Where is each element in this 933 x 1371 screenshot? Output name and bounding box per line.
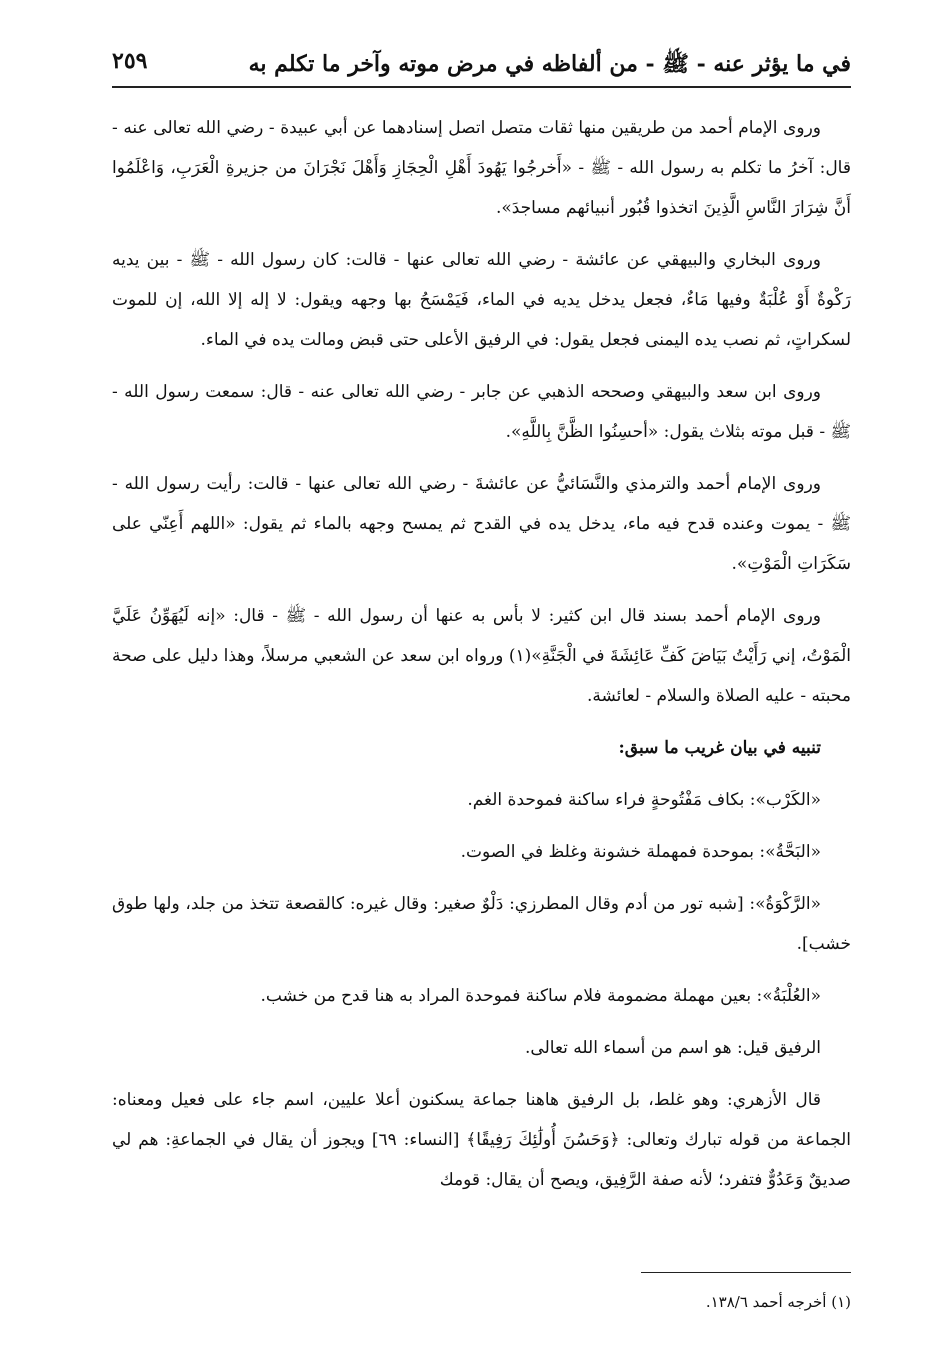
paragraph: وروى الإمام أحمد والترمذي والنَّسَائيُّ عن عائشةَ - رضي الله تعالى عنها - قالت: رأيت رسول الله - ﷺ - يموت وعنده قدح فيه ماء، يدخل يده في القدح ثم يمسح وجهه بالماء ثم يقول: «اللهم أَعِنّي على سَكَرَاتِ الْمَوْتِ». [112, 474, 851, 574]
paragraph: وروى البخاري والبيهقي عن عائشة - رضي الله تعالى عنها - قالت: كان رسول الله - ﷺ - بين يديه رَكْوةٌ أَوْ عُلْبَةٌ وفيها مَاءٌ، فجعل يدخل يديه في الماء، فَيَمْسَحُ بها وجهه ويقول: لا إله إلا الله، إن للموت لسكراتٍ، ثم نصب يده اليمنى فجعل يقول: في الرفيق الأعلى حتى قبض ومالت يده في الماء. [112, 250, 851, 350]
note-entry: قال الأزهري: وهو غلط، بل الرفيق هاهنا جماعة يسكنون أعلا عليين، اسم جاء على فعيل ومعناه: الجماعة من قوله تبارك وتعالى: ﴿وَحَسُنَ أُولَٰئِكَ رَفِيقًا﴾ [النساء: ٦٩] ويجوز أن يقال في الجماعةِ: هم لي صديقٌ وَعَدُوٌّ فتفرد؛ لأنه صفة الرَّفِيق، ويصح أن يقال: قومك [112, 1090, 852, 1190]
footnote: (١) أخرجه أحمد ١٣٨/٦. [705, 1293, 851, 1311]
page-header [112, 46, 851, 88]
paragraph: وروى الإمام أحمد من طريقين منها ثقات متصل اتصل إسنادهما عن أبي عبيدة - رضي الله تعالى عنه - قال: آخرُ ما تكلم به رسول الله - ﷺ - «أَخرجُوا يَهُودَ أَهْلِ الْحِجَازِ وَأَهْلَ نَجْرَانَ من جزيرةِ الْعَرَبِ، وَاعْلَمُوا أَنَّ شِرَارَ النَّاسِ الَّذِينَ اتخذوا قُبُور أنبيائهم مساجدَ». [112, 118, 851, 218]
paragraph: وروى الإمام أحمد بسند قال ابن كثير: لا بأس به عنها أن رسول الله - ﷺ - قال: «إنه لَيُهَوِّنُ عَلَيَّ الْمَوْتُ، إني رَأَيْتُ بَيَاضَ كَفِّ عَائِشَةَ في الْجَنَّةِ»(١) ورواه ابن سعد عن الشعبي مرسلاً، وهذا دليل على صحة محبته - عليه الصلاة والسلام - لعائشة. [112, 606, 851, 706]
main-text [112, 108, 851, 1212]
note-entry: «البَحَّةُ»: بموحدة فمهملة خشونة وغلظ في الصوت. [460, 842, 821, 862]
note-entry: «الرَّكْوَةُ»: [شبه تور من أدم وقال المطرزي: دَلْوٌ صغير: وقال غيره: كالقصعة تتخذ من جلد، ولها طوق خشب]. [112, 894, 851, 954]
page-number: ٢٥٩ [112, 48, 148, 74]
notes-heading: تنبيه في بيان غريب ما سبق: [618, 738, 821, 758]
paragraph: وروى ابن سعد والبيهقي وصححه الذهبي عن جابر - رضي الله تعالى عنه - قال: سمعت رسول الله - ﷺ - قبل موته بثلاث يقول: «أحسِنُوا الظَّنَّ بِاللَّهِ». [112, 382, 851, 442]
note-entry: «الكَرْب»: بكاف مَفْتُوحةٍ فراء ساكنة فموحدة الغم. [467, 790, 821, 810]
footnote-separator [641, 1272, 851, 1273]
running-title: في ما يؤثر عنه - ﷺ - من ألفاظه في مرض موته وآخر ما تكلم به [248, 51, 851, 77]
note-entry: الرفيق قيل: هو اسم من أسماء الله تعالى. [525, 1038, 821, 1058]
note-entry: «العُلْبَةُ»: بعين مهملة مضمومة فلام ساكنة فموحدة المراد به هنا قدح من خشب. [260, 986, 821, 1006]
